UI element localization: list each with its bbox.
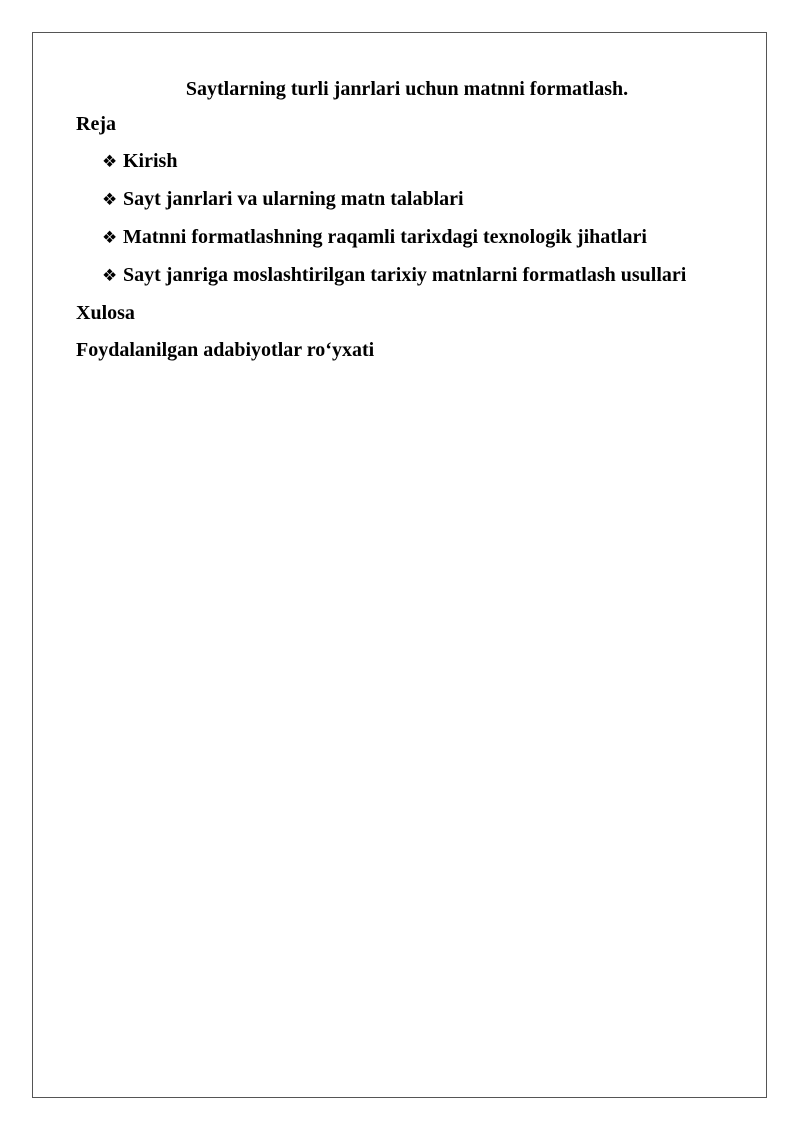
plan-item-label: Kirish: [123, 150, 178, 172]
diamond-bullet-icon: ❖: [102, 152, 118, 172]
plan-item-label: Sayt janrlari va ularning matn talablari: [123, 188, 464, 210]
diamond-bullet-icon: ❖: [102, 190, 118, 210]
document-body: [76, 74, 736, 369]
plan-item-methods: [76, 257, 736, 295]
document-title: Saytlarning turli janrlari uchun matnni formatlash.: [185, 78, 629, 100]
plan-item-label: Matnni formatlashning raqamli tarixdagi texnologik jihatlari: [123, 226, 647, 248]
plan-heading: Reja: [76, 113, 116, 135]
references-heading: Foydalanilgan adabiyotlar ro‘yxati: [76, 339, 375, 361]
plan-item-intro: [76, 143, 736, 181]
conclusion-heading: Xulosa: [76, 302, 135, 324]
plan-item-label: Sayt janriga moslashtirilgan tarixiy matnlarni formatlash usullari: [123, 264, 687, 286]
plan-item-technology: [76, 219, 736, 257]
plan-item-genres: [76, 181, 736, 219]
diamond-bullet-icon: ❖: [102, 266, 118, 286]
diamond-bullet-icon: ❖: [102, 228, 118, 248]
plan-list: [76, 143, 736, 295]
